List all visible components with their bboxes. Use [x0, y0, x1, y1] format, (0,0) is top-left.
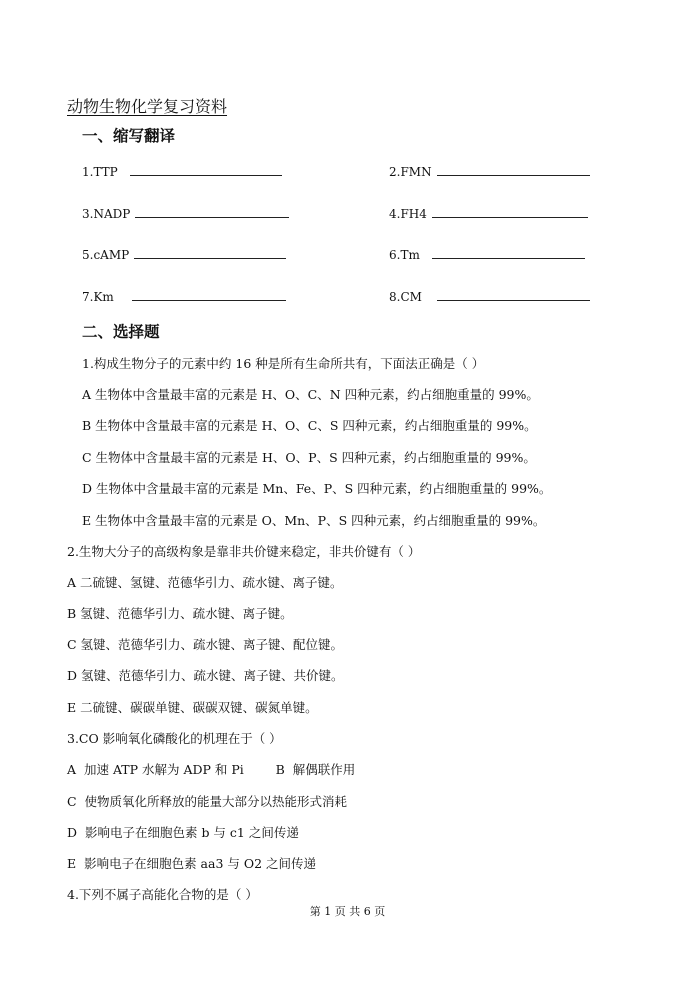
answer-blank[interactable]: [432, 205, 588, 218]
abbreviation-item: [389, 163, 590, 179]
question-4-stem: 4.下列不属子高能化合物的是（ ）: [67, 887, 258, 902]
page-footer: 第 1 页 共 6 页: [309, 905, 386, 918]
question-2-stem: 2.生物大分子的高级构象是靠非共价键来稳定，非共价键有（ ）: [67, 544, 421, 559]
question-1-option-a: A 生物体中含量最丰富的元素是 H、O、C、N 四种元素，约占细胞重量的 99%。: [82, 387, 539, 402]
question-2-option-e: E 二硫键、碳碳单键、碳碳双键、碳氮单键。: [67, 700, 318, 715]
abbreviation-label: 8.CM: [389, 290, 422, 304]
abbreviation-label: 5.cAMP: [82, 248, 130, 262]
answer-blank[interactable]: [135, 205, 289, 218]
section-heading-abbreviations: 一、缩写翻译: [82, 127, 176, 145]
question-3-option-e: E 影响电子在细胞色素 aa3 与 O2 之间传递: [67, 856, 317, 871]
page-title: 动物生物化学复习资料: [67, 97, 228, 116]
answer-blank[interactable]: [437, 163, 590, 176]
answer-blank[interactable]: [437, 288, 590, 301]
abbreviation-item: [82, 163, 282, 179]
question-1-option-c: C 生物体中含量最丰富的元素是 H、O、P、S 四种元素，约占细胞重量的 99%。: [82, 450, 536, 465]
abbreviation-label: 3.NADP: [82, 207, 131, 221]
answer-blank[interactable]: [130, 163, 282, 176]
question-1-stem: 1.构成生物分子的元素中约 16 种是所有生命所共有，下面法正确是（ ）: [82, 356, 485, 371]
question-1-option-e: E 生物体中含量最丰富的元素是 O、Mn、P、S 四种元素，约占细胞重量的 99%。: [82, 513, 546, 528]
abbreviation-label: 7.Km: [82, 290, 114, 304]
question-1-option-b: B 生物体中含量最丰富的元素是 H、O、C、S 四种元素，约占细胞重量的 99%。: [82, 418, 537, 433]
abbreviation-item: [82, 205, 289, 221]
abbreviation-label: 6.Tm: [389, 248, 420, 262]
answer-blank[interactable]: [134, 246, 286, 259]
abbreviation-label: 2.FMN: [389, 165, 432, 179]
answer-blank[interactable]: [432, 246, 585, 259]
question-2-option-c: C 氢键、范德华引力、疏水键、离子键、配位键。: [67, 637, 344, 652]
question-2-option-a: A 二硫键、氢键、范德华引力、疏水键、离子键。: [67, 575, 343, 590]
question-3-option-ab: A 加速 ATP 水解为 ADP 和 Pi B 解偶联作用: [67, 762, 356, 777]
question-3-stem: 3.CO 影响氧化磷酸化的机理在于（ ）: [67, 731, 282, 746]
abbreviation-label: 4.FH4: [389, 207, 427, 221]
abbreviation-item: [82, 288, 286, 304]
answer-blank[interactable]: [132, 288, 286, 301]
abbreviation-label: 1.TTP: [82, 165, 118, 179]
abbreviation-item: [82, 246, 286, 262]
question-2-option-d: D 氢键、范德华引力、疏水键、离子键、共价键。: [67, 668, 344, 683]
question-1-option-d: D 生物体中含量最丰富的元素是 Mn、Fe、P、S 四种元素，约占细胞重量的 99%。: [82, 481, 552, 496]
section-heading-choice: 二、选择题: [82, 323, 160, 341]
abbreviation-item: [389, 288, 590, 304]
question-3-option-d: D 影响电子在细胞色素 b 与 c1 之间传递: [67, 825, 299, 840]
abbreviation-item: [389, 205, 588, 221]
question-3-option-c: C 使物质氧化所释放的能量大部分以热能形式消耗: [67, 794, 348, 809]
abbreviation-item: [389, 246, 585, 262]
question-2-option-b: B 氢键、范德华引力、疏水键、离子键。: [67, 606, 293, 621]
